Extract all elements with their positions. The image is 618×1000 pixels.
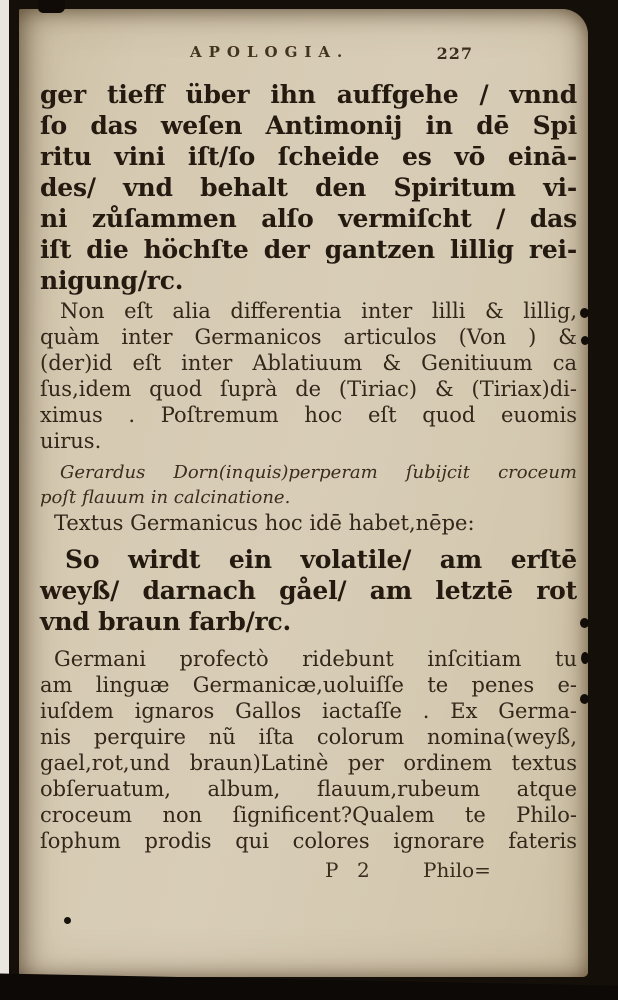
text-line: ximus . Poſtremum hoc eſt quod euomis — [40, 403, 577, 427]
page-number: 227 — [436, 44, 473, 63]
page-content — [40, 9, 577, 884]
textus-paragraph — [40, 510, 577, 536]
ink-dot — [64, 917, 71, 924]
text-line: poſt flauum in calcinatione. — [40, 487, 291, 508]
ink-blot — [38, 0, 65, 13]
text-line: (der)id eſt inter Ablatiuum & Genitiuum ca — [40, 351, 577, 375]
text-line: iuſdem ignaros Gallos iactaſſe . Ex Germa- — [40, 699, 577, 723]
text-line: iſt die höchſte der gantzen lillig rei- — [40, 235, 577, 264]
text-line: am linguæ Germanicæ,uoluiſſe te penes e- — [40, 673, 577, 697]
text-line: Germani profectò ridebunt inſcitiam tu — [54, 647, 577, 671]
text-line: Gerardus Dorn(inquis)perperam ſubijcit croceum — [60, 462, 577, 483]
german-quote-1 — [40, 79, 577, 296]
german-quote-2 — [40, 544, 577, 637]
text-line: quàm inter Germanicos articulos (Von ) & — [40, 325, 577, 349]
page-edge-nick — [580, 618, 589, 628]
book-page — [19, 9, 588, 977]
text-line: nigung/rc. — [40, 266, 184, 295]
text-line: ritu vini iſt/ſo ſcheide es vō einā- — [40, 142, 577, 171]
latin-paragraph-2 — [40, 646, 577, 854]
text-line: vnd braun farb/rc. — [40, 607, 292, 636]
signature-number: 2 — [357, 858, 370, 882]
text-line: ſus,idem quod ſuprà de (Tiriac) & (Tiriax)di- — [40, 377, 577, 401]
running-header — [40, 43, 577, 67]
text-line: des/ vnd behalt den Spiritum vi- — [40, 173, 577, 202]
text-line: ſophum prodis qui colores ignorare fateris — [40, 829, 577, 853]
text-line: nis perquire nũ iſta colorum nomina(weyß, — [40, 725, 577, 749]
text-line: Non eſt alia differentia inter lilli & lillig, — [60, 299, 577, 323]
dorn-quote — [40, 460, 577, 510]
text-line: Textus Germanicus hoc idē habet,nēpe: — [54, 511, 475, 535]
text-line: ni zůſammen alſo vermiſcht / das — [40, 204, 577, 233]
text-line: weyß/ darnach gåel/ am letztē rot — [40, 576, 577, 605]
catchword: Philo= — [423, 858, 491, 882]
page-edge-nick — [581, 652, 589, 664]
text-line: uirus. — [40, 429, 102, 453]
text-line: ger tieff über ihn auffgehe / vnnd — [40, 80, 577, 109]
signature-line — [40, 858, 577, 884]
text-line: obſeruatum, album, flauum,rubeum atque — [40, 777, 577, 801]
text-line: gael,rot,und braun)Latinè per ordinem textus — [40, 751, 577, 775]
running-title: APOLOGIA. — [190, 43, 350, 61]
latin-paragraph-1 — [40, 298, 577, 454]
text-line: ſo das weſen Antimonij in dē Spi — [40, 111, 577, 140]
scanner-edge-strip — [0, 0, 9, 1000]
text-line: croceum non ſignificent?Qualem te Philo- — [40, 803, 577, 827]
page-edge-nick — [581, 336, 589, 345]
signature-letter: P — [325, 858, 339, 882]
text-line: So wirdt ein volatile/ am erſtē — [65, 545, 577, 574]
page-edge-nick — [580, 308, 589, 318]
page-edge-nick — [580, 694, 589, 704]
